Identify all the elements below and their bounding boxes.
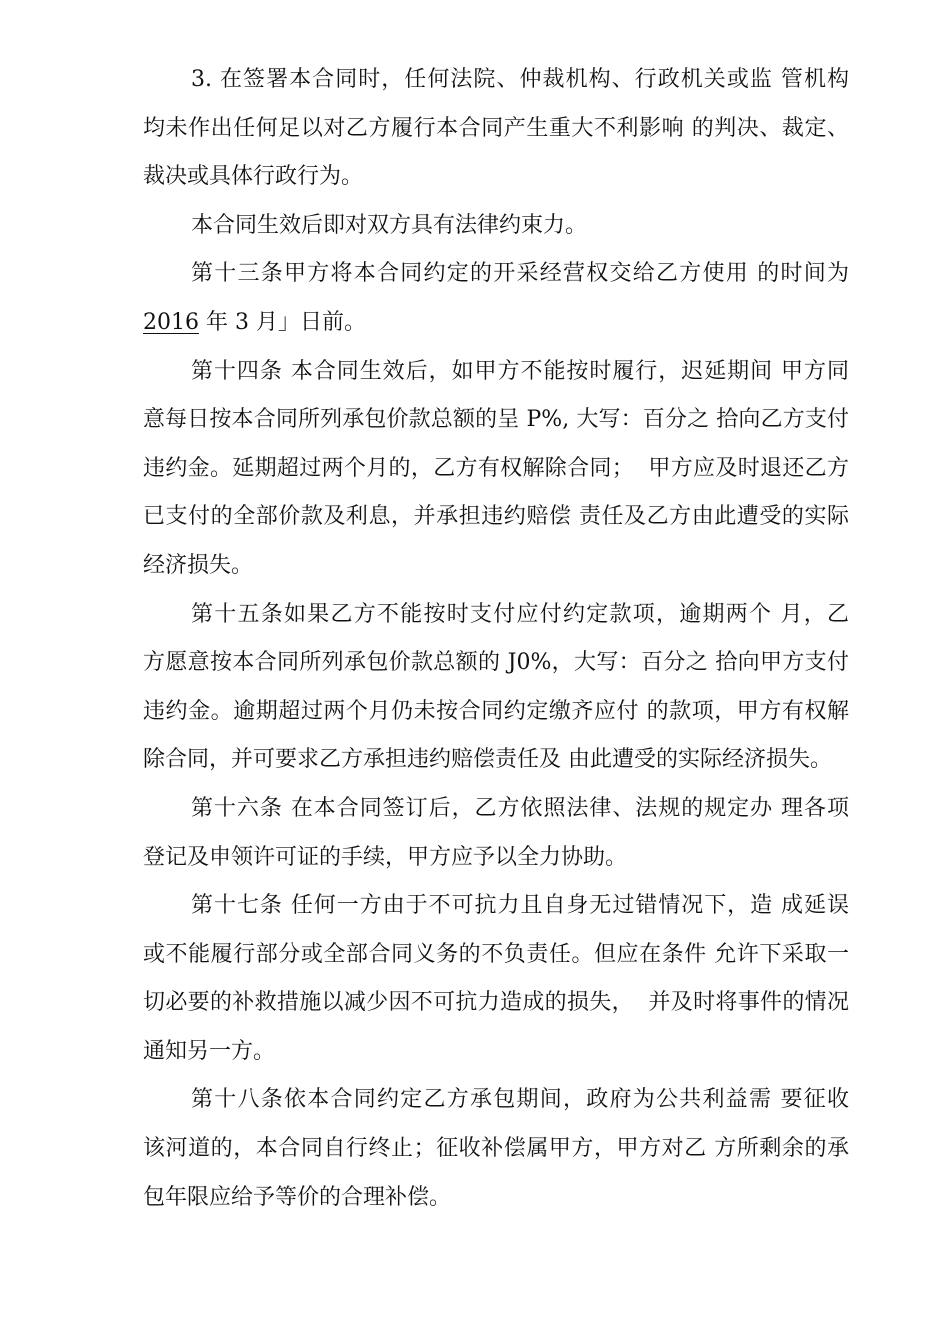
underlined-year: 2016 bbox=[143, 309, 199, 335]
text-line: 通知另一方。 bbox=[143, 1038, 276, 1064]
text-line: 方愿意按本合同所列承包价款总额的 J0%，大写：百分之 拾向甲方支付 bbox=[143, 650, 849, 676]
paragraph-item-3 bbox=[143, 56, 849, 202]
text-line: 除合同，并可要求乙方承担违约赔偿责任及 由此遭受的实际经济损失。 bbox=[143, 747, 832, 773]
text-line bbox=[143, 299, 849, 348]
paragraph-article-14 bbox=[143, 348, 849, 591]
text-line: 第十四条 本合同生效后，如甲方不能按时履行，迟延期间 甲方同 bbox=[191, 358, 849, 384]
text-line: 第十六条 在本合同签订后，乙方依照法律、法规的规定办 理各项 bbox=[191, 795, 849, 821]
paragraph-article-13 bbox=[143, 250, 849, 347]
text-line: 该河道的，本合同自行终止；征收补偿属甲方，甲方对乙 方所剩余的承 bbox=[143, 1136, 849, 1162]
text-line: 违约金。逾期超过两个月仍未按合同约定缴齐应付 的款项，甲方有权解 bbox=[143, 698, 849, 724]
text-line: 第十八条依本合同约定乙方承包期间，政府为公共利益需 要征收 bbox=[191, 1087, 849, 1113]
text-line: 裁决或具体行政行为。 bbox=[143, 164, 364, 190]
text-line: 第十五条如果乙方不能按时支付应付约定款项，逾期两个 月，乙 bbox=[191, 601, 849, 627]
text-line: 本合同生效后即对双方具有法律约束力。 bbox=[191, 212, 588, 238]
text-line: 3. 在签署本合同时，任何法院、仲裁机构、行政机关或监 管机构 bbox=[191, 67, 849, 92]
text-line: 第十三条甲方将本合同约定的开采经营权交给乙方使用 的时间为 bbox=[191, 261, 849, 287]
document-body bbox=[143, 56, 849, 1222]
text-line: 或不能履行部分或全部合同义务的不负责任。但应在条件 允许下采取一 bbox=[143, 941, 849, 967]
paragraph-article-16 bbox=[143, 785, 849, 882]
paragraph-article-18 bbox=[143, 1076, 849, 1222]
text-line: 第十七条 任何一方由于不可抗力且自身无过错情况下，造 成延误 bbox=[191, 893, 849, 919]
paragraph-article-15 bbox=[143, 591, 849, 785]
text-line: 登记及申领许可证的手续，甲方应予以全力协助。 bbox=[143, 844, 628, 870]
text-line: 经济损失。 bbox=[143, 552, 254, 578]
text-line: 均未作出任何足以对乙方履行本合同产生重大不利影响 的判决、裁定、 bbox=[143, 115, 849, 141]
text-line: 已支付的全部价款及利息，并承担违约赔偿 责任及乙方由此遭受的实际 bbox=[143, 504, 849, 530]
paragraph-article-17 bbox=[143, 882, 849, 1076]
text-line: 包年限应给予等价的合理补偿。 bbox=[143, 1184, 452, 1210]
paragraph-binding-force bbox=[143, 202, 849, 251]
text-line: 意每日按本合同所列承包价款总额的呈 P%, 大写：百分之 拾向乙方支付 bbox=[143, 407, 849, 433]
text-line: 切必要的补救措施以减少因不可抗力造成的损失， 并及时将事件的情况 bbox=[143, 990, 849, 1016]
text-line: 违约金。延期超过两个月的，乙方有权解除合同； 甲方应及时退还乙方 bbox=[143, 455, 849, 481]
date-remainder: 年 3 月」日前。 bbox=[199, 309, 366, 335]
